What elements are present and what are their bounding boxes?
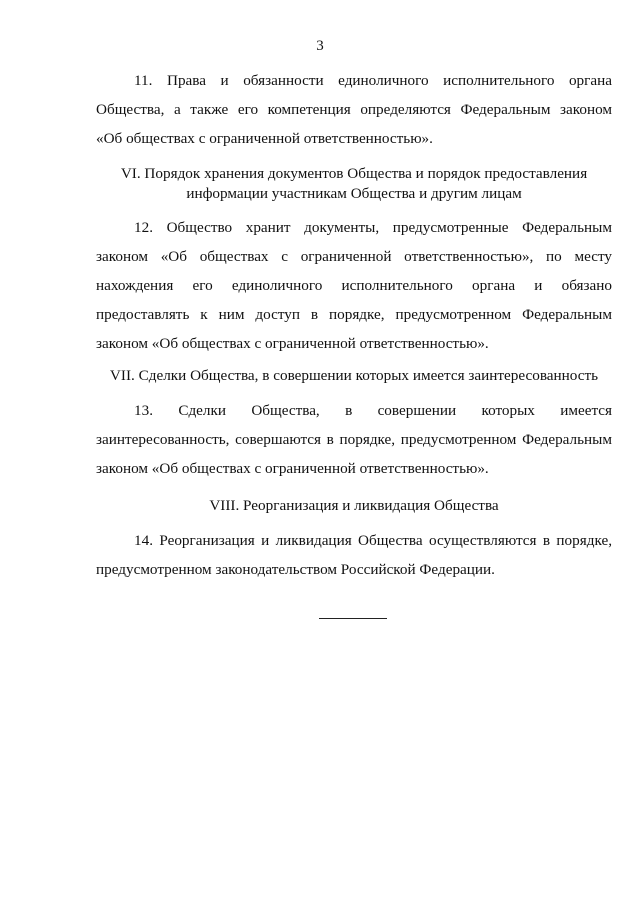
- section-heading-7: [96, 366, 612, 386]
- paragraph-12: [96, 213, 612, 358]
- paragraph-line: заинтересованность, совершаются в порядке, предусмотренном Федеральным: [96, 431, 612, 448]
- paragraph-line: «Об обществах с ограниченной ответственностью».: [96, 130, 433, 147]
- paragraph-line: 14. Реорганизация и ликвидация Общества осуществляются в порядке,: [134, 532, 612, 549]
- paragraph-line: законом «Об обществах с ограниченной ответственностью», по месту: [96, 248, 612, 265]
- heading-line: VIII. Реорганизация и ликвидация Общества: [209, 497, 499, 514]
- paragraph-line: 12. Общество хранит документы, предусмотренные Федеральным: [134, 219, 612, 236]
- section-heading-6: [96, 164, 612, 204]
- page-number: 3: [316, 38, 324, 54]
- paragraph-11: [96, 66, 612, 153]
- heading-line: VI. Порядок хранения документов Общества и порядок предоставления: [120, 165, 588, 182]
- heading-line: VII. Сделки Общества, в совершении которых имеется заинтересованность: [109, 367, 599, 384]
- paragraph-13: [96, 396, 612, 483]
- paragraph-14: [96, 526, 612, 584]
- paragraph-line: законом «Об обществах с ограниченной ответственностью».: [96, 335, 489, 352]
- paragraph-line: предоставлять к ним доступ в порядке, предусмотренном Федеральным: [96, 306, 612, 323]
- paragraph-line: нахождения его единоличного исполнительного органа и обязано: [96, 277, 612, 294]
- section-heading-8: [96, 496, 612, 516]
- paragraph-line: предусмотренном законодательством Российской Федерации.: [96, 561, 495, 578]
- heading-line: информации участникам Общества и другим лицам: [186, 185, 522, 202]
- paragraph-line: 11. Права и обязанности единоличного исполнительного органа: [134, 72, 612, 89]
- closing-divider: [319, 618, 387, 619]
- paragraph-line: законом «Об обществах с ограниченной ответственностью».: [96, 460, 489, 477]
- paragraph-line: 13. Сделки Общества, в совершении которых имеется: [134, 402, 612, 419]
- paragraph-line: Общества, а также его компетенция определяются Федеральным законом: [96, 101, 612, 118]
